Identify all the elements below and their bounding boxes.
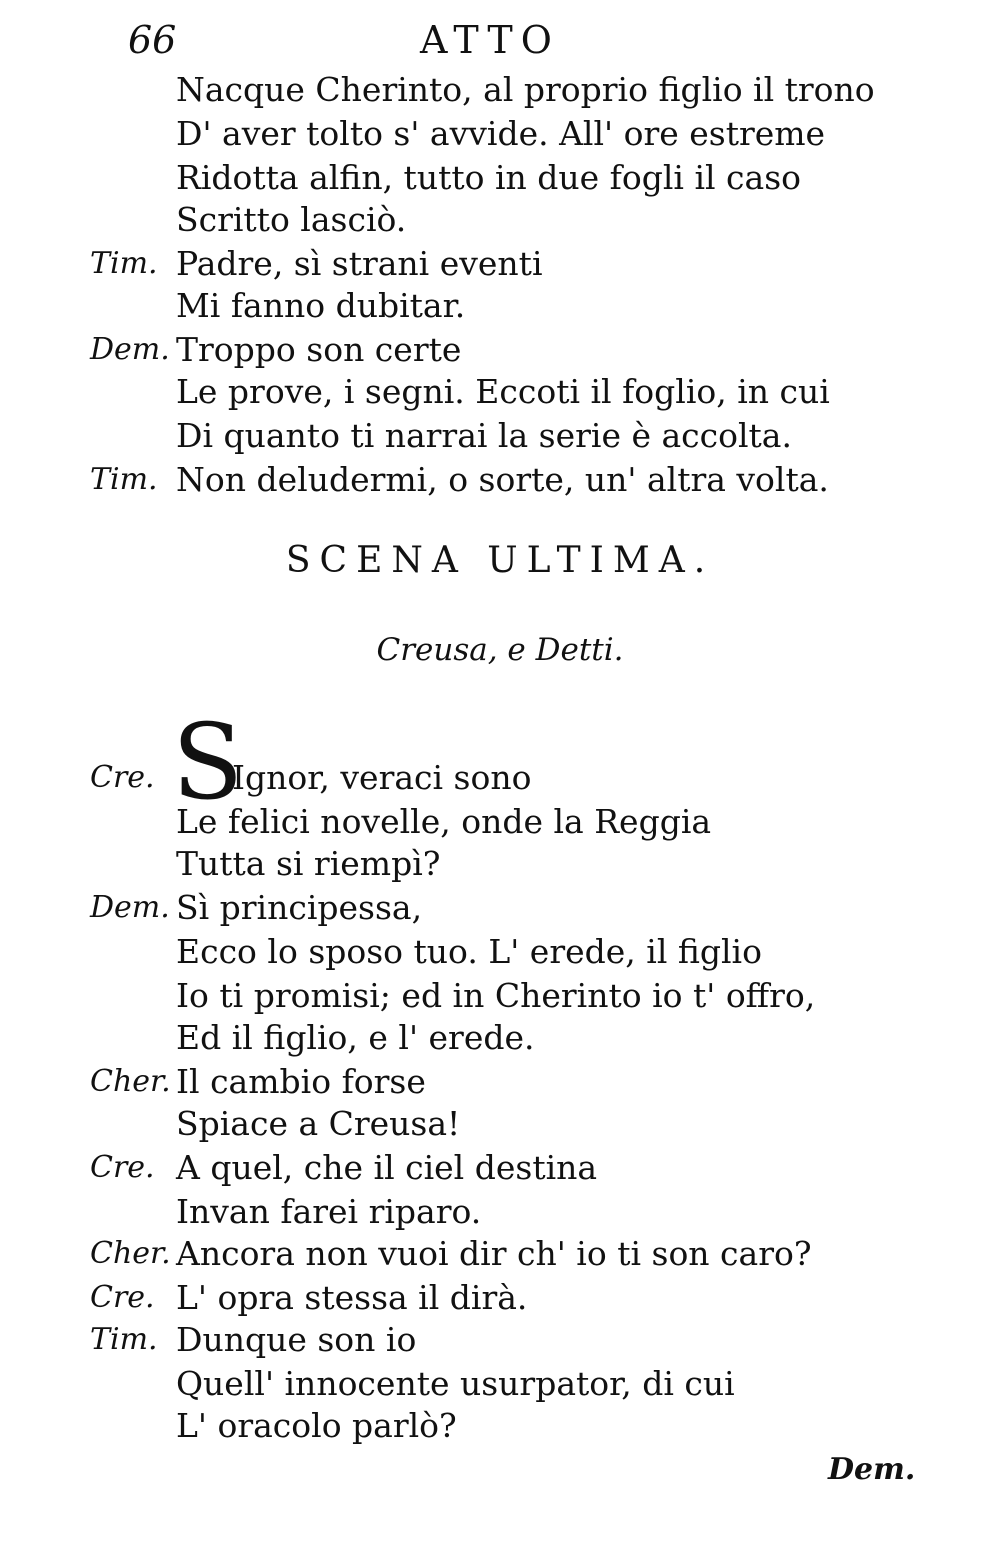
verse-text: Ecco lo sposo tuo. L' erede, il figlio xyxy=(176,932,762,971)
verse-text: L' opra stessa il dirà. xyxy=(176,1278,528,1317)
verse-text: Troppo son certe xyxy=(176,330,462,369)
verse-text: Ignor, veraci sono xyxy=(232,758,532,797)
verse-text: Padre, sì strani eventi xyxy=(176,244,543,283)
verse-text: Invan farei riparo. xyxy=(176,1192,482,1231)
verse-text: Spiace a Creusa! xyxy=(176,1104,461,1143)
verse-text: Scritto lasciò. xyxy=(176,200,407,239)
speaker-label: Tim. xyxy=(90,246,158,281)
verse-text: Non deludermi, o sorte, un' altra volta. xyxy=(176,460,829,499)
verse-text: Quell' innocente usurpator, di cui xyxy=(176,1364,735,1403)
running-head: ATTO xyxy=(420,18,560,62)
speaker-label: Cre. xyxy=(90,760,155,795)
verse-text: L' oracolo parlò? xyxy=(176,1406,457,1445)
page-number: 66 xyxy=(128,18,177,62)
verse-text: A quel, che il ciel destina xyxy=(176,1148,598,1187)
scene-characters: Creusa, e Detti. xyxy=(376,632,624,668)
verse-text: Di quanto ti narrai la serie è accolta. xyxy=(176,416,792,455)
speaker-label: Cher. xyxy=(90,1236,171,1271)
verse-text: D' aver tolto s' avvide. All' ore estreme xyxy=(176,114,826,153)
speaker-label: Cher. xyxy=(90,1064,171,1099)
speaker-label: Tim. xyxy=(90,1322,158,1357)
verse-text: Sì principessa, xyxy=(176,888,423,927)
speaker-label: Cre. xyxy=(90,1280,155,1315)
speaker-label: Cre. xyxy=(90,1150,155,1185)
drop-cap: S xyxy=(172,701,244,823)
verse-text: Dunque son io xyxy=(176,1320,417,1359)
verse-text: Mi fanno dubitar. xyxy=(176,286,466,325)
verse-text: Tutta si riempì? xyxy=(176,844,441,883)
verse-text: Nacque Cherinto, al proprio figlio il trono xyxy=(176,70,875,109)
speaker-label: Dem. xyxy=(90,890,170,925)
speaker-label: Tim. xyxy=(90,462,158,497)
verse-text: Io ti promisi; ed in Cherinto io t' offro, xyxy=(176,976,816,1015)
verse-text: Le prove, i segni. Eccoti il foglio, in cui xyxy=(176,372,830,411)
verse-text: Le felici novelle, onde la Reggia xyxy=(176,802,712,841)
catchword: Dem. xyxy=(828,1452,916,1487)
speaker-label: Dem. xyxy=(90,332,170,367)
verse-text: Ridotta alfin, tutto in due fogli il caso xyxy=(176,158,802,197)
verse-text: Il cambio forse xyxy=(176,1062,426,1101)
scene-title: SCENA ULTIMA. xyxy=(285,540,715,581)
verse-text: Ancora non vuoi dir ch' io ti son caro? xyxy=(176,1234,812,1273)
verse-text: Ed il figlio, e l' erede. xyxy=(176,1018,535,1057)
